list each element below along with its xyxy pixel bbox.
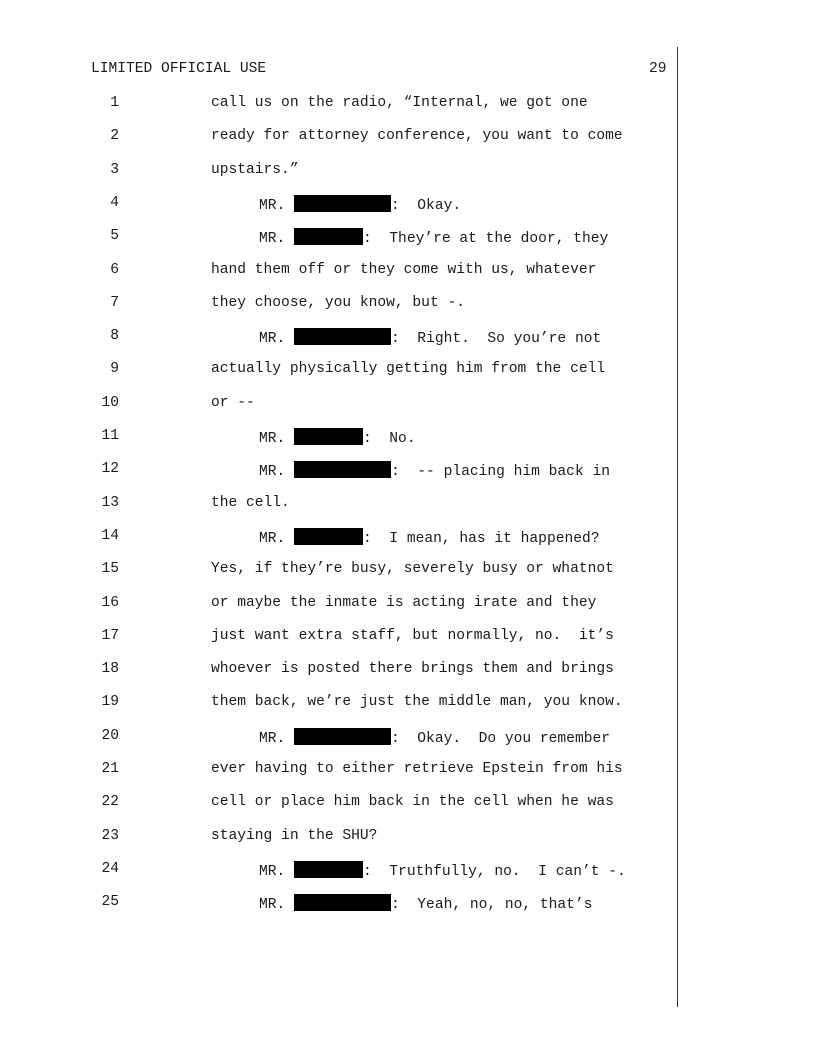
line-text (211, 495, 290, 511)
line-content: actually physically getting him from the cell (211, 361, 606, 378)
line-number: 4 (110, 194, 119, 211)
transcript-line (0, 95, 677, 115)
transcript-line (0, 628, 677, 648)
speaker-title: MR. (259, 530, 295, 547)
speaker-title: MR. (259, 231, 295, 248)
line-number: 19 (101, 694, 119, 711)
line-text (259, 228, 608, 247)
transcript-line (0, 728, 677, 748)
transcript-line (0, 528, 677, 548)
speaker-statement: : They’re at the door, they (363, 231, 609, 248)
line-number: 15 (101, 561, 119, 578)
line-text (211, 628, 614, 644)
transcript-line (0, 262, 677, 282)
redacted-name-block (294, 461, 391, 478)
line-text (211, 694, 623, 710)
right-margin-rule (677, 47, 678, 1007)
transcript-line (0, 428, 677, 448)
transcript-line (0, 328, 677, 348)
speaker-statement: : Truthfully, no. I can’t -. (363, 863, 626, 880)
line-number: 24 (101, 860, 119, 877)
line-number: 11 (101, 428, 119, 444)
speaker-title: MR. (259, 197, 295, 214)
redacted-name-block (294, 328, 391, 345)
line-text (211, 262, 596, 278)
line-content: them back, we’re just the middle man, you know. (211, 694, 623, 711)
redacted-name-block (294, 195, 391, 212)
line-text (211, 661, 614, 677)
speaker-title: MR. (259, 897, 295, 914)
transcript-line (0, 128, 677, 148)
transcript-line (0, 661, 677, 681)
line-number: 3 (110, 161, 119, 178)
line-content: Yes, if they’re busy, severely busy or whatnot (211, 561, 614, 578)
line-content: upstairs.” (211, 161, 299, 178)
line-text (211, 361, 605, 377)
transcript-line (0, 761, 677, 781)
transcript-line (0, 595, 677, 615)
speaker-statement: : I mean, has it happened? (363, 530, 600, 547)
line-number: 7 (110, 294, 119, 311)
line-number: 1 (110, 95, 119, 111)
transcript-line (0, 461, 677, 481)
line-content: they choose, you know, but -. (211, 294, 465, 311)
transcript-line (0, 195, 677, 215)
line-content: call us on the radio, “Internal, we got one (211, 95, 588, 111)
line-text (211, 395, 255, 411)
redacted-name-block (294, 894, 391, 911)
line-text (259, 894, 592, 913)
line-number: 13 (101, 494, 119, 511)
speaker-statement: : Okay. Do you remember (391, 730, 610, 747)
line-number: 8 (110, 328, 119, 345)
redacted-name-block (294, 728, 391, 745)
speaker-title: MR. (259, 464, 295, 481)
line-text (211, 761, 623, 777)
line-text (259, 728, 610, 747)
transcript-line (0, 694, 677, 714)
transcript-line (0, 228, 677, 248)
line-number: 21 (101, 761, 119, 777)
line-content: hand them off or they come with us, whatever (211, 261, 597, 278)
transcript-line (0, 162, 677, 182)
speaker-title: MR. (259, 431, 295, 447)
line-content: or maybe the inmate is acting irate and they (211, 594, 597, 611)
transcript-line (0, 361, 677, 381)
line-content: cell or place him back in the cell when he was (211, 794, 614, 811)
line-number: 23 (101, 827, 119, 844)
line-number: 17 (101, 627, 119, 644)
page-number: 29 (649, 61, 667, 77)
speaker-statement: : Right. So you’re not (391, 331, 602, 348)
line-number: 5 (110, 228, 119, 245)
line-number: 22 (101, 794, 119, 811)
line-text (211, 794, 614, 810)
redacted-name-block (294, 861, 363, 878)
line-number: 14 (101, 527, 119, 544)
line-content: the cell. (211, 494, 290, 511)
line-number: 25 (101, 894, 119, 911)
transcript-line (0, 861, 677, 881)
transcript-line (0, 395, 677, 415)
line-number: 6 (110, 261, 119, 278)
line-text (259, 861, 626, 880)
line-text (259, 461, 610, 480)
line-text (211, 128, 623, 144)
transcript-line (0, 561, 677, 581)
line-content: or -- (211, 394, 255, 411)
line-text (211, 561, 614, 577)
line-text (211, 828, 377, 844)
line-text (259, 528, 600, 547)
transcript-line (0, 495, 677, 515)
redacted-name-block (294, 528, 363, 545)
speaker-statement: : -- placing him back in (391, 464, 610, 481)
line-content: ready for attorney conference, you want to come (211, 128, 623, 145)
line-number: 20 (101, 727, 119, 744)
redacted-name-block (294, 428, 363, 445)
line-number: 16 (101, 594, 119, 611)
line-text (259, 328, 601, 347)
redacted-name-block (294, 228, 363, 245)
line-text (259, 195, 461, 214)
speaker-statement: : No. (363, 431, 416, 447)
speaker-title: MR. (259, 863, 295, 880)
speaker-title: MR. (259, 730, 295, 747)
line-text (211, 95, 588, 111)
transcript-line (0, 295, 677, 315)
line-content: whoever is posted there brings them and brings (211, 661, 614, 678)
speaker-statement: : Yeah, no, no, that’s (391, 897, 593, 914)
line-content: ever having to either retrieve Epstein from his (211, 761, 623, 777)
speaker-title: MR. (259, 331, 295, 348)
line-text (211, 595, 596, 611)
line-content: just want extra staff, but normally, no. it’s (211, 627, 614, 644)
classification-header: LIMITED OFFICIAL USE (91, 61, 267, 77)
line-text (211, 295, 465, 311)
speaker-statement: : Okay. (391, 197, 462, 214)
line-number: 18 (101, 661, 119, 678)
transcript-line (0, 894, 677, 914)
line-number: 2 (110, 128, 119, 145)
line-text (211, 162, 299, 178)
transcript-line (0, 794, 677, 814)
line-content: staying in the SHU? (211, 827, 378, 844)
line-text (259, 428, 416, 447)
line-number: 10 (101, 394, 119, 411)
line-number: 9 (110, 361, 119, 378)
transcript-line (0, 828, 677, 848)
line-number: 12 (101, 461, 119, 478)
